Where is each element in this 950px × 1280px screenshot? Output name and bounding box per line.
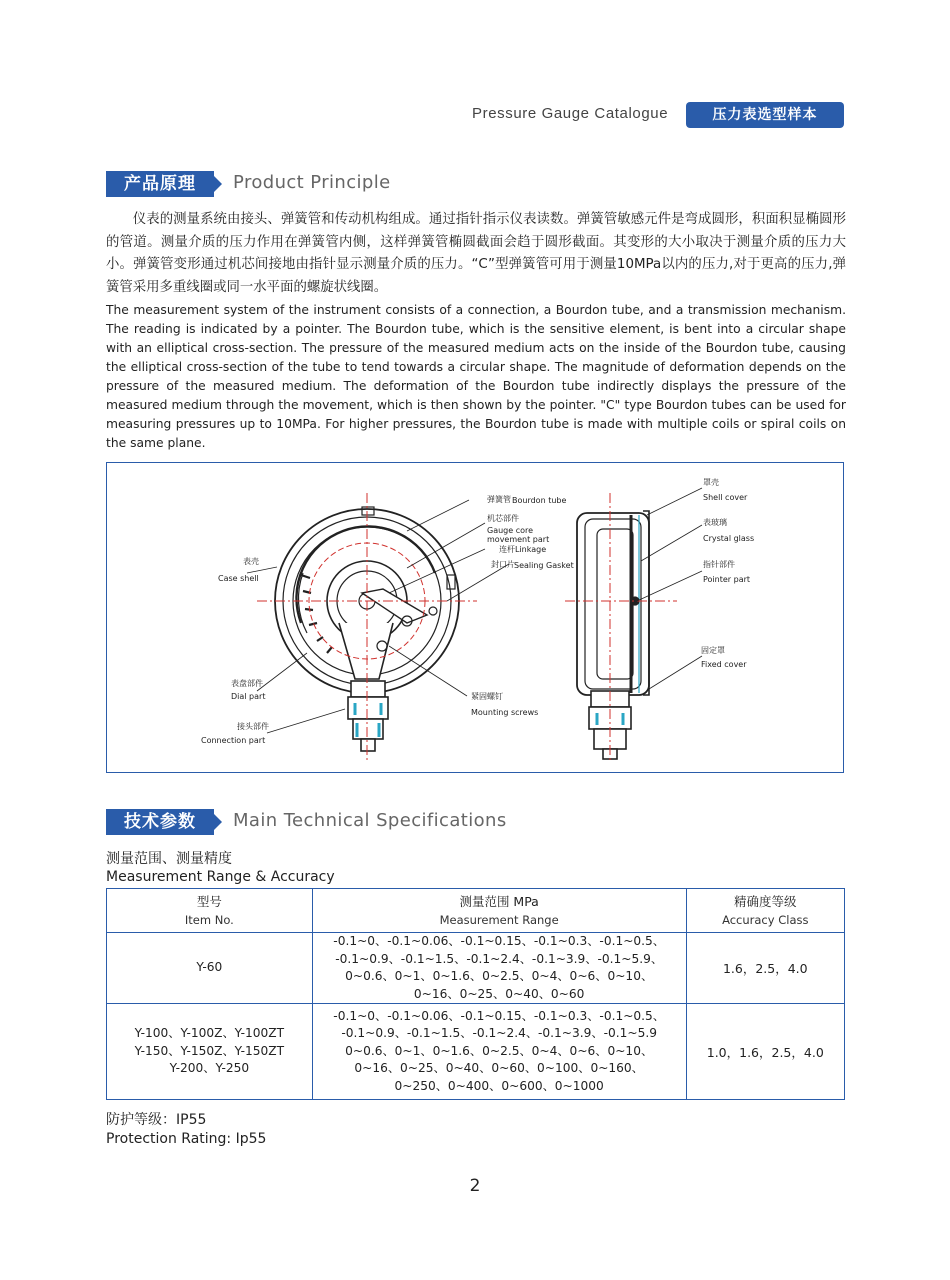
label-movement-en1: Gauge core <box>487 526 534 535</box>
label-movement-cn: 机芯部件 <box>487 514 519 523</box>
label-case-cn: 表壳 <box>243 557 259 566</box>
label-movement-en2: movement part <box>487 535 550 544</box>
model-cell: Y-100、Y-100Z、Y-100ZT Y-150、Y-150Z、Y-150ZT Y-200、Y-250 <box>107 1004 313 1100</box>
label-linkage-en: Linkage <box>515 545 547 554</box>
label-case-en: Case shell <box>218 574 259 583</box>
principle-text-en: The measurement system of the instrument consists of a connection, a Bourdon tube, and a transmission mechanism. The reading is indicated by a pointer. The Bourdon tube, which is the sensitive element, is bent into a circular shape with an elliptical cross-section. The pressure of the measured medium acts on the inside of the Bourdon tube, causing the elliptical cross-section of the tube to tend towards a circular shape. The magnitude of deformation depends on the pressure of the measured medium. The deformation of the Bourdon tube indirectly displays the pressure of the measured medium through the movement, which is then shown by the pointer. "C" type Bourdon tubes can be used for measuring pressures up to 10MPa. For higher pressures, the Bourdon tube is made with multiple coils or spiral coils on the same plane. <box>106 303 846 450</box>
label-linkage-cn: 连杆 <box>499 545 515 554</box>
section-title: Product Principle <box>233 172 391 193</box>
spec-table <box>106 888 845 1100</box>
specs-subtitle-cn: 测量范围、测量精度 <box>106 851 232 867</box>
label-cover-en: Shell cover <box>703 493 748 502</box>
range-cell: -0.1~0、-0.1~0.06、-0.1~0.15、-0.1~0.3、-0.1~0.5、 -0.1~0.9、-0.1~1.5、-0.1~2.4、-0.1~3.9、-0.1~5.9、 0~0.6、0~1、0~1.6、0~2.5、0~4、0~6、0~10、 0~16、0~25、0~40、0~60 <box>312 933 686 1004</box>
protection-rating-cn: 防护等级：IP55 <box>106 1112 207 1128</box>
label-pointer-cn: 指针部件 <box>703 560 735 569</box>
label-gasket-en: Sealing Gasket <box>514 561 574 570</box>
specs-subtitle-en: Measurement Range & Accuracy <box>106 869 335 885</box>
label-cover-cn: 罩壳 <box>703 478 719 487</box>
catalogue-title-en: Pressure Gauge Catalogue <box>472 105 669 122</box>
label-pointer-en: Pointer part <box>703 575 751 584</box>
label-glass-en: Crystal glass <box>703 534 755 543</box>
label-fixed-en: Fixed cover <box>701 660 747 669</box>
table-header-row <box>107 889 845 933</box>
section-badge: 产品原理 <box>106 171 214 197</box>
label-bourdon-cn: 弹簧管 <box>487 495 511 504</box>
header-cell: 测量范围 MPa Measurement Range <box>312 889 686 933</box>
accuracy-cell: 1.0，1.6，2.5，4.0 <box>686 1004 844 1100</box>
header-cell: 精确度等级 Accuracy Class <box>686 889 844 933</box>
range-cell: -0.1~0、-0.1~0.06、-0.1~0.15、-0.1~0.3、-0.1~0.5、 -0.1~0.9、-0.1~1.5、-0.1~2.4、-0.1~3.9、-0.1~5.9 0~0.6、0~1、0~1.6、0~2.5、0~4、0~6、0~10、 0~16、0~25、0~40、0~60、0~100、0~160、 0~250、0~400、0~600、0~1000 <box>312 1004 686 1100</box>
protection-rating-en: Protection Rating: Ip55 <box>106 1131 267 1147</box>
section-arrow-icon <box>214 814 222 830</box>
label-bourdon-en: Bourdon tube <box>512 496 567 505</box>
section-title: Main Technical Specifications <box>233 810 507 831</box>
gauge-drawing <box>107 463 845 774</box>
gauge-diagram <box>106 462 844 773</box>
label-screws-en: Mounting screws <box>471 708 539 717</box>
table-row <box>107 933 845 1004</box>
label-gasket-cn: 封口片 <box>491 560 515 569</box>
section-badge: 技术参数 <box>106 809 214 835</box>
catalogue-title-badge: 压力表选型样本 <box>686 102 844 128</box>
label-dial-en: Dial part <box>231 692 266 701</box>
label-dial-cn: 表盘部件 <box>231 679 263 688</box>
principle-text-cn: 仪表的测量系统由接头、弹簧管和传动机构组成。通过指针指示仪表读数。弹簧管敏感元件是弯成圆形，积面积显椭圆形的管道。测量介质的压力作用在弹簧管内侧，这样弹簧管椭圆截面会趋于圆形截面。其变形的大小取决于测量介质的压力大小。弹簧管变形通过机芯间接地由指针显示测量介质的压力。“C”型弹簧管可用于测量10MPa以内的压力,对于更高的压力,弹簧管采用多重线圈或同一水平面的螺旋状线圈。 <box>106 212 846 295</box>
label-connection-cn: 接头部件 <box>237 722 269 731</box>
accuracy-cell: 1.6，2.5，4.0 <box>686 933 844 1004</box>
label-connection-en: Connection part <box>201 736 266 745</box>
table-row <box>107 1004 845 1100</box>
model-cell: Y-60 <box>107 933 313 1004</box>
label-glass-cn: 表玻璃 <box>703 518 727 527</box>
section-arrow-icon <box>214 176 222 192</box>
header-cell: 型号 Item No. <box>107 889 313 933</box>
label-screws-cn: 紧固螺钉 <box>471 692 503 701</box>
label-fixed-cn: 固定罩 <box>701 646 725 655</box>
page-number: 2 <box>469 1176 481 1196</box>
